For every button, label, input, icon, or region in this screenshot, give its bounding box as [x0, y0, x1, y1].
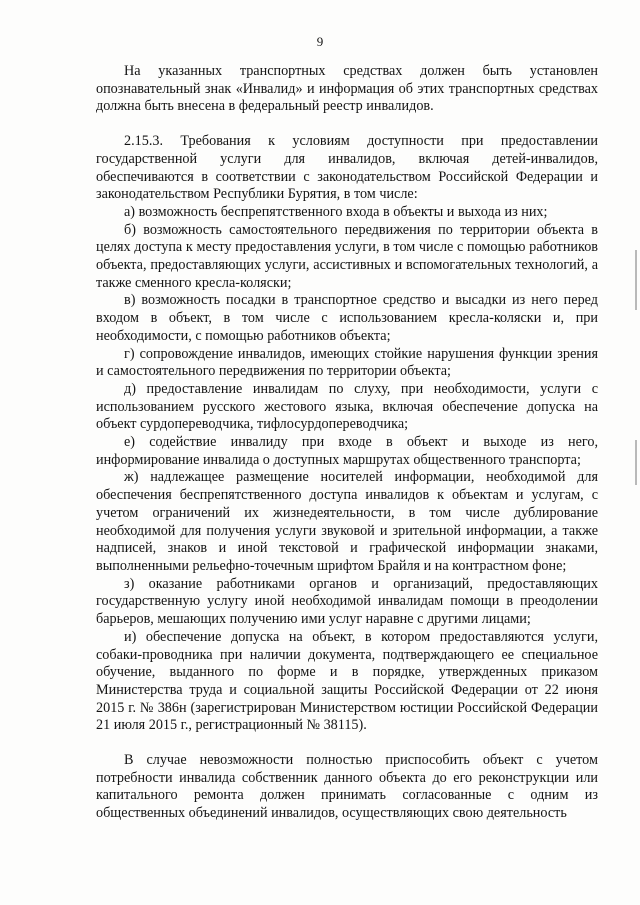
list-item-z: з) оказание работниками органов и организаций, предоставляющих государственную услугу иной необходимой инвалидам помощи в преодолении барьеров, мешающих получению ими услуг наравне с другими лицами;: [96, 575, 598, 628]
list-item-i: и) обеспечение допуска на объект, в котором предоставляются услуги, собаки-проводника при наличии документа, подтверждающего ее специальное обучение, выданного по форме и в порядке, утвержденных приказом Министерства труда и социальной защиты Российской Федерации от 22 июня 2015 г. № 386н (зарегистрирован Министерством юстиции Российской Федерации 21 июля 2015 г., регистрационный № 38115).: [96, 628, 598, 734]
list-item-e: е) содействие инвалиду при входе в объект и выходе из него, информирование инвалида о доступных маршрутах общественного транспорта;: [96, 434, 598, 468]
scan-edge-mark: [635, 440, 637, 485]
list-item-v: в) возможность посадки в транспортное средство и высадки из него перед входом в объект, в том числе с использованием кресла-коляски и, при необходимости, с помощью работников объекта;: [96, 292, 598, 344]
document-body: [96, 63, 598, 823]
list-item-g: г) сопровождение инвалидов, имеющих стойкие нарушения функции зрения и самостоятельного передвижения по территории объекта;: [96, 345, 598, 380]
paragraph-accessibility-requirements: 2.15.3. Требования к условиям доступности при предоставлении государственной услуги для инвалидов, включая детей-инвалидов, обеспечиваются в соответствии с законодательством Российской Федерации и законодательством Республики Бурятия, в том числе:: [96, 133, 598, 203]
list-item-zh: ж) надлежащее размещение носителей информации, необходимой для обеспечения беспрепятственного доступа инвалидов к объектам и услугам, с учетом ограничений их жизнедеятельности, в том числе дублирование необходимой для получения услуги звуковой и зрительной информации, а также надписей, знаков и иной текстовой и графической информации знаками, выполненными рельефно-точечным шрифтом Брайля и на контрастном фоне;: [96, 469, 598, 574]
list-item-a: а) возможность беспрепятственного входа в объекты и выхода из них;: [124, 203, 548, 220]
list-item-b: б) возможность самостоятельного передвижения по территории объекта в целях доступа к месту предоставления услуги, в том числе с помощью работников объекта, предоставляющих услуги, ассистивных и вспомогательных технологий, а также сменного кресла-коляски;: [96, 221, 598, 291]
paragraph-transport-sign: На указанных транспортных средствах должен быть установлен опознавательный знак «Инвалид» и информация об этих транспортных средствах должна быть внесена в федеральный реестр инвалидов.: [96, 63, 598, 115]
page-number: 9: [316, 34, 324, 49]
paragraph-adaptation-impossible: В случае невозможности полностью приспособить объект с учетом потребности инвалида собственник данного объекта до его реконструкции или капитального ремонта должен принимать согласованные с одним из общественных объединений инвалидов, осуществляющих свою деятельность: [96, 752, 598, 822]
list-item-d: д) предоставление инвалидам по слуху, при необходимости, услуги с использованием русского жестового языка, включая обеспечение допуска на объект сурдопереводчика, тифлосурдопереводчика;: [96, 380, 598, 433]
scan-edge-mark: [635, 250, 637, 310]
